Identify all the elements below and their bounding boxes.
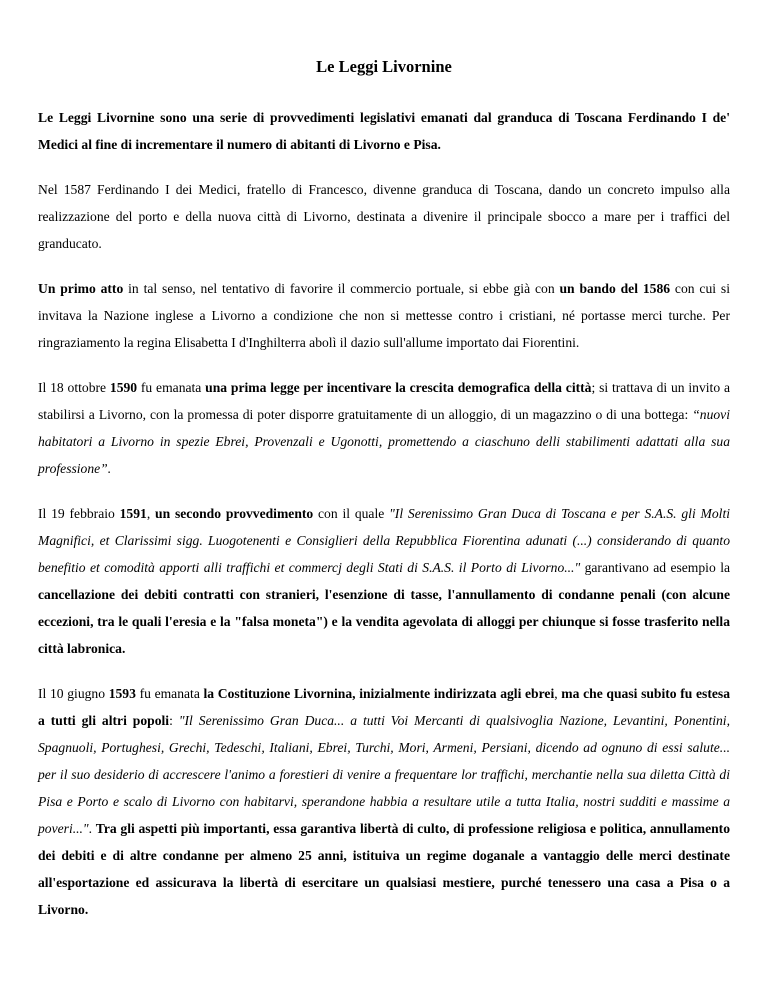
italic-quote: "Il Serenissimo Gran Duca di Toscana e per S.A.S. gli Molti Magnifici, et Clarissimi sigg. Luogotenenti e Consiglieri della Repubblica Fiorentina adunati (...) considerando di quanto benefitio et comodità apporti alli traffichi et commercj degli Stati di S.A.S. il Porto di Livorno..." [38, 506, 730, 575]
paragraph-primo-atto [38, 275, 730, 356]
bold-segment: un bando del 1586 [559, 281, 671, 296]
italic-quote: "Il Serenissimo Gran Duca... a tutti Voi Mercanti di qualsivoglia Nazione, Levantini, Ponentini, Spagnuoli, Portughesi, Grechi, Tedeschi, Italiani, Ebrei, Turchi, Mori, Armeni, Persiani, dicendo ad ognuno di essi salute... per il suo desiderio di accrescere l'animo a forestieri di venire a frequentare lor traffichi, merchantie nella sua diletta Città di Pisa e Porto e scalo di Livorno con habitarvi, sperandone habbia a resultare utile a tutta Italia, nostri sudditi e massime a poveri..." [38, 713, 730, 836]
text-segment: Nel 1587 Ferdinando I dei Medici, fratello di Francesco, divenne granduca di Toscana, dando un concreto impulso alla realizzazione del porto e della nuova città di Livorno, destinata a divenire il principale sbocco a mare per i traffici del granducato. [38, 182, 730, 251]
text-segment: con il quale [313, 506, 390, 521]
text-segment: Il 18 ottobre [38, 380, 110, 395]
text-segment: . [88, 821, 96, 836]
bold-segment: ma che quasi subito fu estesa a tutti gli altri popoli [38, 686, 730, 728]
bold-segment: una prima legge per incentivare la crescita demografica della città [205, 380, 592, 395]
bold-segment: Tra gli aspetti più importanti, essa garantiva libertà di culto, di professione religiosa e politica, annullamento dei debiti e di altre condanne per almeno 25 anni, istituiva un regime doganale a vantaggio delle merci destinate all'esportazione ed assicurava la libertà di esercitare un qualsiasi mestiere, purché tenessero una casa a Pisa o a Livorno. [38, 821, 730, 917]
paragraph-1590 [38, 374, 730, 482]
text-segment: con cui si invitava la Nazione inglese a Livorno a condizione che non si mettesse contro i cristiani, né portasse merci turche. Per ringraziamento la regina Elisabetta I d'Inghilterra abolì il dazio sull'allume importato dai Fiorentini. [38, 281, 730, 350]
intro-bold-text: Le Leggi Livornine sono una serie di provvedimenti legislativi emanati dal granduca di Toscana Ferdinando I de' Medici al fine di incrementare il numero di abitanti di Livorno e Pisa. [38, 110, 730, 152]
bold-segment: un secondo provvedimento [155, 506, 314, 521]
text-segment: fu emanata [135, 686, 204, 701]
bold-segment: Un primo atto [38, 281, 124, 296]
text-segment: Il 10 giugno [38, 686, 109, 701]
text-segment: , [554, 686, 562, 701]
bold-segment: 1590 [109, 380, 138, 395]
bold-segment: 1591 [119, 506, 147, 521]
text-segment: fu emanata [137, 380, 206, 395]
text-segment: in tal senso, nel tentativo di favorire il commercio portuale, si ebbe già con [123, 281, 560, 296]
text-segment: ; si trattava di un invito a stabilirsi a Livorno, con la promessa di poter disporre gratuitamente di un alloggio, di un magazzino o di una bottega: [38, 380, 730, 422]
paragraph-intro [38, 104, 730, 158]
bold-segment: la Costituzione Livornina, inizialmente indirizzata agli ebrei [203, 686, 555, 701]
paragraph-1587 [38, 176, 730, 257]
bold-segment: 1593 [108, 686, 136, 701]
paragraph-1591 [38, 500, 730, 662]
text-segment: , [146, 506, 156, 521]
document-title: Le Leggi Livornine [316, 57, 452, 76]
paragraph-1593 [38, 680, 730, 923]
text-segment: garantivano ad esempio la [580, 560, 730, 575]
bold-segment: cancellazione dei debiti contratti con stranieri, l'esenzione di tasse, l'annullamento di condanne penali (con alcune eccezioni, tra le quali l'eresia e la "falsa moneta") e la vendita agevolata di alloggi per chiunque si fosse trasferito nella città labronica. [38, 587, 730, 656]
text-segment: Il 19 febbraio [38, 506, 120, 521]
text-segment: : [169, 713, 179, 728]
italic-quote: “nuovi habitatori a Livorno in spezie Ebrei, Provenzali e Ugonotti, promettendo a ciaschuno delli stabilimenti adattati alla sua professione”. [38, 407, 730, 476]
